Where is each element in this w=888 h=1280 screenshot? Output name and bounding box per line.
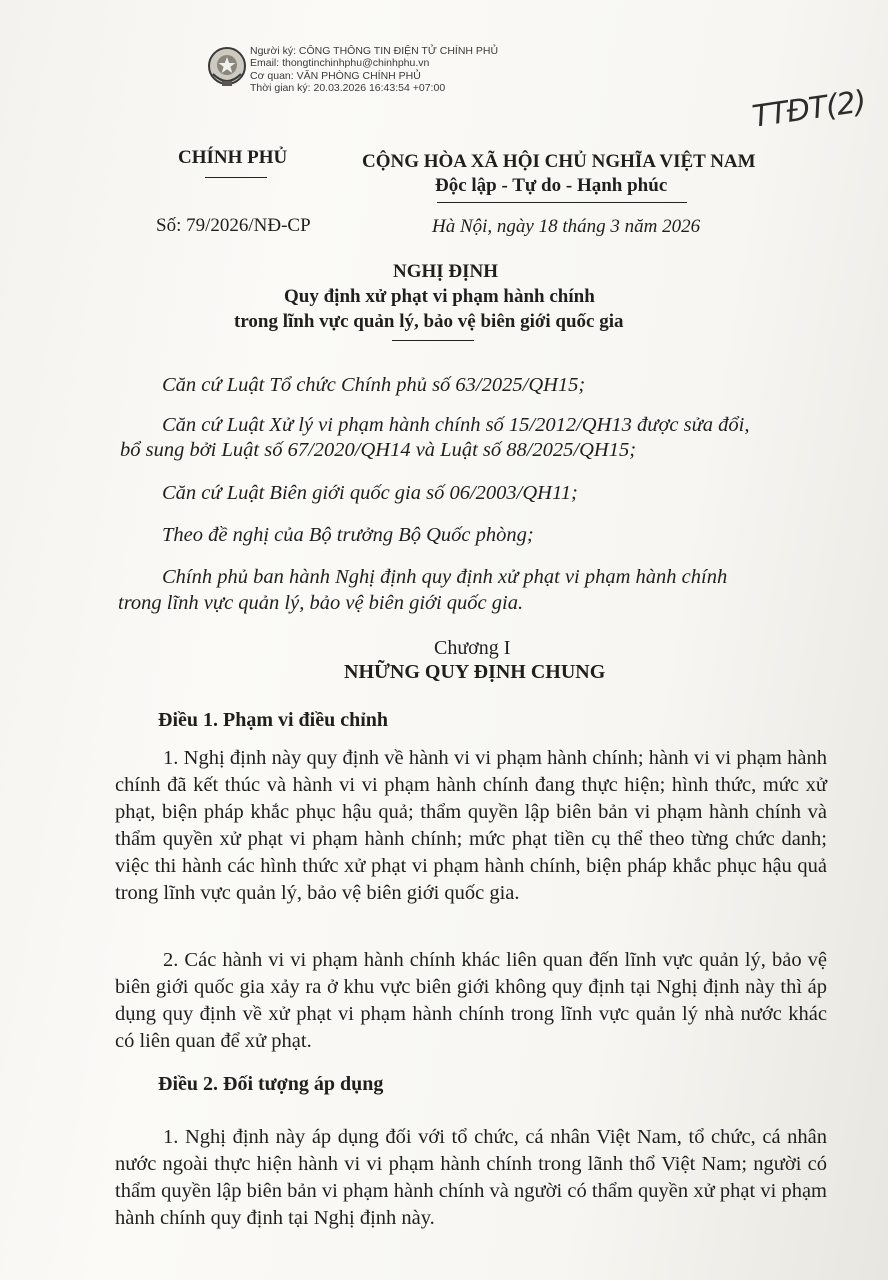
preamble-basis-1: Căn cứ Luật Tổ chức Chính phủ số 63/2025/QH15; (162, 374, 586, 396)
email-line: Email: thongtinchinhphu@chinhphu.vn (250, 57, 430, 70)
article-1-clause-1 (115, 745, 827, 907)
sign-time-line: Thời gian ký: 20.03.2026 16:43:54 +07:00 (250, 81, 446, 94)
article-1-clause-2 (115, 947, 827, 1055)
article-1-clause-1-text: 1. Nghị định này quy định về hành vi vi phạm hành chính; hành vi vi phạm hành chính đã kết thúc và hành vi vi phạm hành chính đang thực hiện; hình thức, mức xử phạt, biện pháp khắc phục hậu quả; thẩm quyền lập biên bản vi phạm hành chính và thẩm quyền xử phạt vi phạm hành chính; mức phạt tiền cụ thể theo từng chức danh; việc thi hành các hình thức xử phạt vi phạm hành chính, biện pháp khắc phục hậu quả trong lĩnh vực quản lý, bảo vệ biên giới quốc gia. (115, 747, 827, 904)
preamble-proposal: Theo đề nghị của Bộ trưởng Bộ Quốc phòng; (162, 524, 534, 546)
preamble-enactment-line-1: Chính phủ ban hành Nghị định quy định xử phạt vi phạm hành chính (162, 566, 728, 588)
preamble-basis-2-line-1: Căn cứ Luật Xử lý vi phạm hành chính số 15/2012/QH13 được sửa đổi, (162, 414, 750, 436)
document-type: NGHỊ ĐỊNH (393, 261, 499, 282)
national-motto: Độc lập - Tự do - Hạnh phúc (435, 175, 668, 196)
motto-underline (437, 202, 687, 203)
article-1-clause-2-text: 2. Các hành vi vi phạm hành chính khác liên quan đến lĩnh vực quản lý, bảo vệ biên giới quốc gia xảy ra ở khu vực biên giới không quy định tại Nghị định này thì áp dụng quy định về xử phạt vi phạm hành chính trong lĩnh vực quản lý nhà nước khác có liên quan để xử phạt. (115, 949, 827, 1052)
document-title-line-2: trong lĩnh vực quản lý, bảo vệ biên giới quốc gia (234, 311, 624, 332)
article-1-heading: Điều 1. Phạm vi điều chỉnh (158, 709, 389, 731)
agency-line: Cơ quan: VĂN PHÒNG CHÍNH PHỦ (250, 69, 421, 82)
place-date: Hà Nội, ngày 18 tháng 3 năm 2026 (432, 216, 701, 237)
signer-line: Người ký: CÔNG THÔNG TIN ĐIỆN TỬ CHÍNH PHỦ (250, 45, 499, 57)
article-2-clause-1 (115, 1124, 827, 1232)
document-title-line-1: Quy định xử phạt vi phạm hành chính (284, 286, 595, 307)
issuer-underline (205, 177, 267, 178)
article-2-heading: Điều 2. Đối tượng áp dụng (158, 1073, 384, 1095)
digital-signature-block (250, 45, 498, 94)
handwritten-note: TTĐT(2) (750, 84, 868, 135)
issuer-name: CHÍNH PHỦ (178, 147, 288, 168)
article-2-clause-1-text: 1. Nghị định này áp dụng đối với tổ chức, cá nhân Việt Nam, tổ chức, cá nhân nước ngoài thực hiện hành vi vi phạm hành chính trong lãnh thổ Việt Nam; người có thẩm quyền lập biên bản vi phạm hành chính và người có thẩm quyền xử phạt vi phạm hành chính quy định tại Nghị định này. (115, 1126, 827, 1229)
preamble-basis-2-line-2: bổ sung bởi Luật số 67/2020/QH14 và Luật số 88/2025/QH15; (120, 439, 637, 461)
national-emblem-icon (207, 44, 247, 88)
document-number: Số: 79/2026/NĐ-CP (156, 215, 311, 236)
country-name: CỘNG HÒA XÃ HỘI CHỦ NGHĨA VIỆT NAM (362, 151, 756, 172)
chapter-number: Chương I (434, 637, 511, 659)
title-underline (392, 340, 474, 341)
preamble-basis-3: Căn cứ Luật Biên giới quốc gia số 06/2003/QH11; (162, 482, 578, 504)
preamble-enactment-line-2: trong lĩnh vực quản lý, bảo vệ biên giới quốc gia. (118, 592, 524, 614)
chapter-title: NHỮNG QUY ĐỊNH CHUNG (344, 661, 606, 683)
